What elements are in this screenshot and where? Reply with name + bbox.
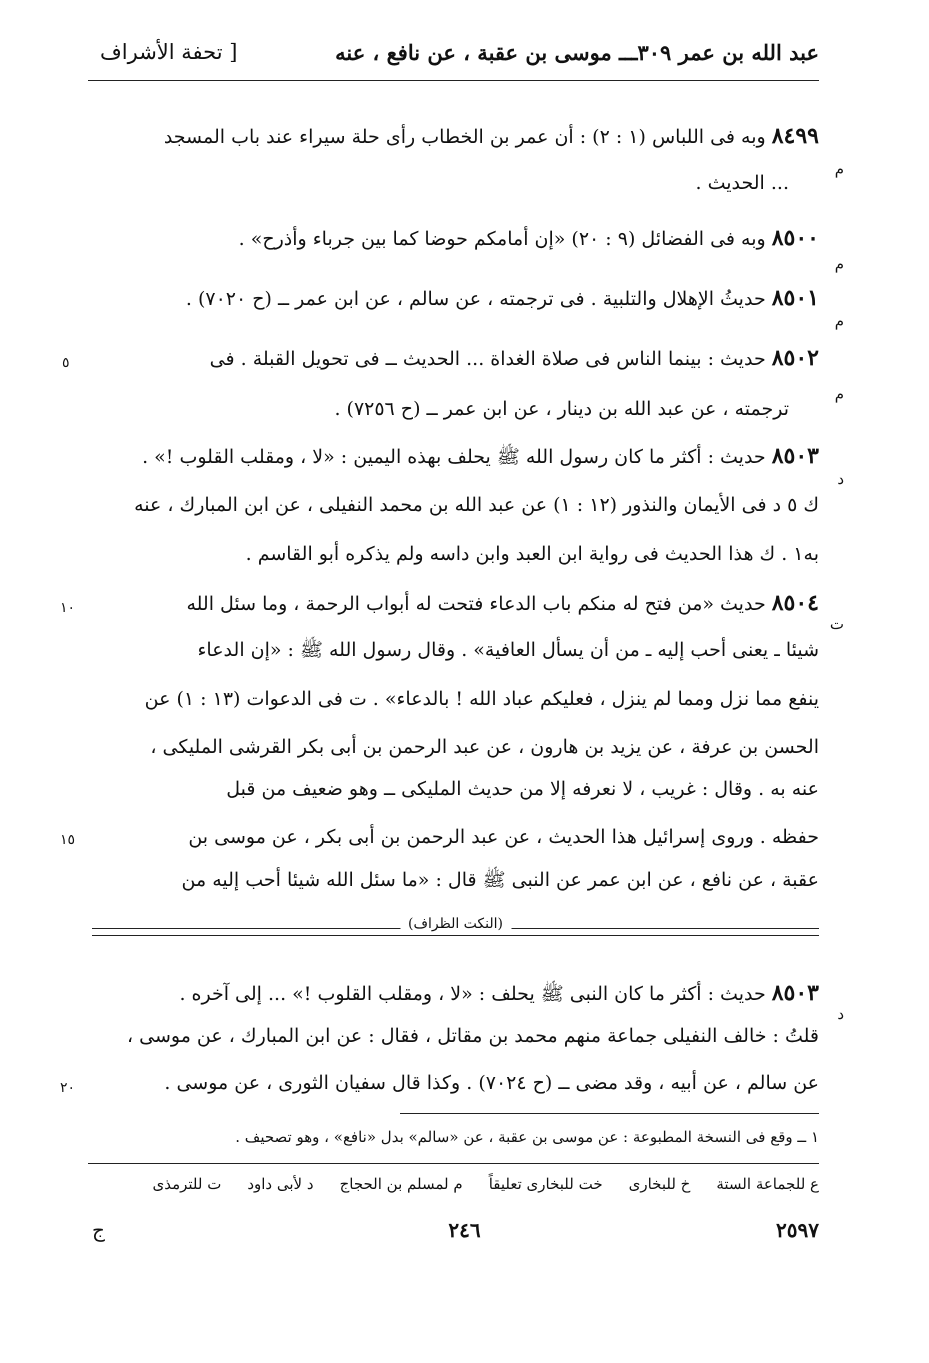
margin-siglum: م bbox=[834, 255, 844, 273]
hadith-line: ٨٥٠٤ حديث «من فتح له منكم باب الدعاء فتحت له أبواب الرحمة ، وما سئل الله bbox=[186, 590, 819, 616]
nukat-heading: (النكت الظراف) bbox=[400, 916, 511, 932]
nukat-line: ٨٥٠٣ حديث : أكثر ما كان النبى ﷺ يحلف : «لا ، ومقلب القلوب !» ... إلى آخره . bbox=[179, 980, 819, 1006]
nukat-line: عن سالم ، عن أبيه ، وقد مضى ــ (ح ٧٠٢٤) . وكذا قال سفيان الثورى ، عن موسى . bbox=[164, 1072, 819, 1094]
line-counter: ٢٠ bbox=[60, 1080, 76, 1096]
siglum-key-item: خ للبخارى bbox=[628, 1175, 691, 1193]
line-counter: ١٥ bbox=[60, 832, 76, 848]
hadith-line: ترجمته ، عن عبد الله بن دينار ، عن ابن عمر ــ (ح ٧٢٥٦) . bbox=[334, 398, 789, 420]
margin-siglum: د bbox=[837, 470, 844, 488]
hadith-line: ... الحديث . bbox=[695, 172, 789, 194]
footnote-rule bbox=[400, 1113, 819, 1114]
margin-siglum: م bbox=[834, 160, 844, 178]
margin-siglum: ت bbox=[829, 615, 844, 633]
nukat-divider bbox=[92, 916, 819, 936]
volume-letter: ج bbox=[92, 1218, 105, 1242]
siglum-key-item: ع للجماعة الستة bbox=[716, 1175, 819, 1193]
margin-siglum: د bbox=[837, 1005, 844, 1023]
hadith-line: به١ . ك هذا الحديث فى رواية ابن العبد وابن داسه ولم يذكره أبو القاسم . bbox=[245, 543, 819, 565]
hadith-line: ٨٥٠٢ حديث : بينما الناس فى صلاة الغداة ... الحديث ــ فى تحويل القبلة . فى bbox=[209, 345, 819, 371]
sigla-key bbox=[100, 1175, 819, 1193]
page-number: ٢٤٦ bbox=[448, 1218, 481, 1242]
line-counter: ١٠ bbox=[60, 600, 76, 616]
hadith-line: ٨٤٩٩ وبه فى اللباس (١ : ٢) : أن عمر بن الخطاب رأى حلة سيراء عند باب المسجد bbox=[163, 123, 819, 149]
nukat-line: قلتُ : خالف النفيلى جماعة منهم محمد بن مقاتل ، فقال : عن ابن المبارك ، عن موسى ، bbox=[126, 1025, 819, 1047]
line-counter: ٥ bbox=[62, 355, 70, 371]
hadith-line: ينفع مما نزل ومما لم ينزل ، فعليكم عباد الله ! بالدعاء» . ت فى الدعوات (١٣ : ١) عن bbox=[144, 688, 819, 710]
hadith-line: ٨٥٠٠ وبه فى الفضائل (٩ : ٢٠) «إن أمامكم حوضا كما بين جرباء وأذرح» . bbox=[238, 225, 819, 251]
running-header-title: عبد الله بن عمر ٣٠٩ـــ موسى بن عقبة ، عن نافع ، عنه bbox=[335, 40, 819, 65]
hadith-line: حفظه . وروى إسرائيل هذا الحديث ، عن عبد الرحمن بن أبى بكر ، عن موسى بن bbox=[188, 826, 819, 848]
footnote: ١ ــ وقع فى النسخة المطبوعة : عن موسى بن عقبة ، عن «سالم» بدل «نافع» ، وهو تصحيف . bbox=[235, 1128, 819, 1146]
hadith-line: الحسن بن عرفة ، عن يزيد بن هارون ، عن عبد الرحمن بن أبى بكر القرشى المليكى ، bbox=[150, 736, 819, 758]
hadith-line: ٨٥٠٣ حديث : أكثر ما كان رسول الله ﷺ يحلف بهذه اليمين : «لا ، ومقلب القلوب !» . bbox=[142, 443, 819, 469]
header-rule bbox=[88, 80, 819, 81]
hadith-count-number: ٢٥٩٧ bbox=[776, 1218, 819, 1242]
margin-siglum: م bbox=[834, 312, 844, 330]
hadith-line: عقبة ، عن نافع ، عن ابن عمر عن النبى ﷺ قال : «ما سئل الله شيئا أحب إليه من bbox=[181, 869, 819, 891]
margin-siglum: م bbox=[834, 385, 844, 403]
siglum-key-item: خت للبخارى تعليقاً bbox=[488, 1175, 603, 1193]
hadith-line: ٨٥٠١ حديثُ الإهلال والتلبية . فى ترجمته ، عن سالم ، عن ابن عمر ــ (ح ٧٠٢٠) . bbox=[185, 285, 819, 311]
hadith-line: عنه به . وقال : غريب ، لا نعرفه إلا من حديث المليكى ــ وهو ضعيف من قبل bbox=[226, 778, 819, 800]
hadith-line: شيئا ـ يعنى أحب إليه ـ من أن يسأل العافية» . وقال رسول الله ﷺ : «إن الدعاء bbox=[197, 639, 819, 661]
running-header-book: [ تحفة الأشراف bbox=[100, 40, 238, 64]
siglum-key-item: ت للترمذى bbox=[152, 1175, 222, 1193]
siglum-key-item: م لمسلم بن الحجاج bbox=[339, 1175, 463, 1193]
hadith-line: ك ٥ د فى الأيمان والنذور (١٢ : ١) عن عبد الله بن محمد النفيلى ، عن ابن المبارك ، عنه bbox=[134, 494, 819, 516]
sigla-rule bbox=[88, 1163, 819, 1164]
siglum-key-item: د لأبى داود bbox=[247, 1175, 314, 1193]
